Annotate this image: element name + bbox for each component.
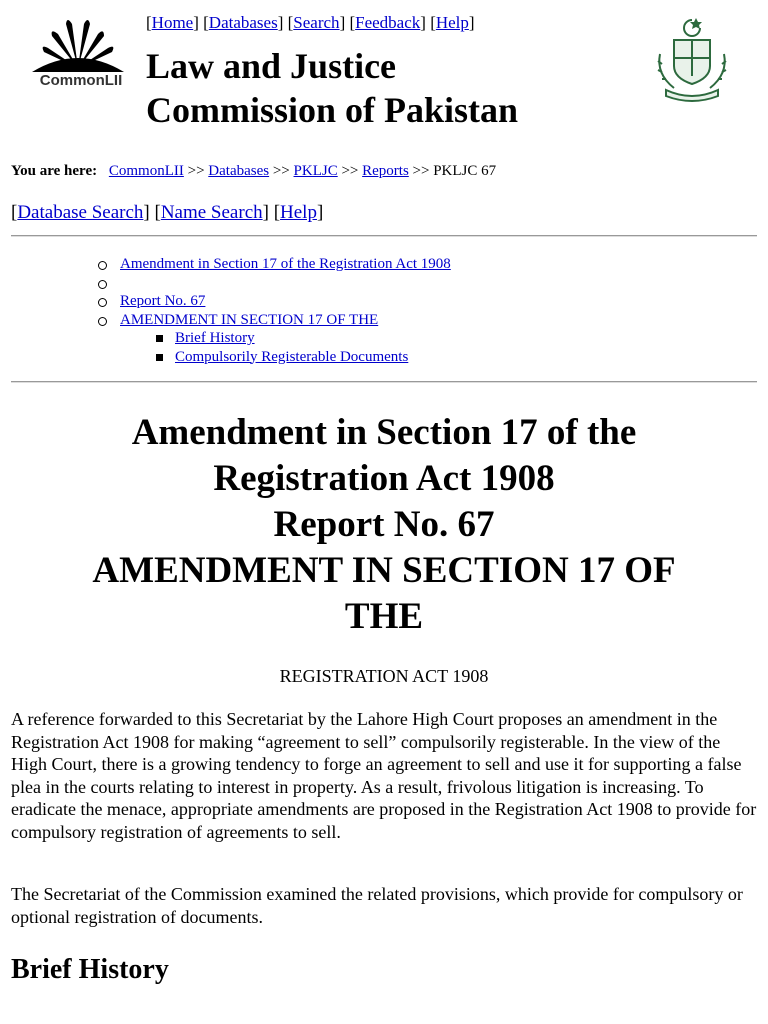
- circle-bullet-icon: [98, 298, 107, 307]
- document-title-line: AMENDMENT IN SECTION 17 OF: [92, 550, 676, 591]
- document-title-line: Registration Act 1908: [213, 458, 555, 499]
- body-paragraph: The Secretariat of the Commission examined the related provisions, which provide for compulsory or optional registration of documents.: [11, 884, 743, 927]
- search-navigation: [Database Search] [Name Search] [Help]: [11, 202, 324, 223]
- nav-help-link[interactable]: Help: [435, 13, 469, 32]
- breadcrumb-separator: >>: [272, 163, 290, 179]
- logo-text: CommonLII: [39, 72, 123, 89]
- nav-feedback-link[interactable]: Feedback: [355, 13, 421, 32]
- commonlii-logo-icon: [22, 14, 134, 74]
- toc-subitem: [96, 329, 451, 348]
- toc-item: [96, 311, 451, 330]
- nav-home-link[interactable]: Home: [151, 13, 194, 32]
- breadcrumb: [11, 163, 496, 180]
- toc-link-brief-history[interactable]: Brief History: [175, 330, 255, 346]
- toc-item: [96, 255, 451, 274]
- toc-link-amendment[interactable]: AMENDMENT IN SECTION 17 OF THE: [120, 311, 379, 328]
- commonlii-logo[interactable]: [22, 14, 134, 98]
- square-bullet-icon: [156, 335, 163, 342]
- breadcrumb-separator: >>: [412, 163, 430, 179]
- toc-item-empty: [96, 274, 451, 293]
- database-search-link[interactable]: Database Search: [17, 202, 144, 223]
- name-search-link[interactable]: Name Search: [160, 202, 263, 223]
- site-header: [0, 0, 768, 160]
- search-help-link[interactable]: Help: [280, 202, 317, 223]
- square-bullet-icon: [156, 354, 163, 361]
- document-title-line: THE: [344, 596, 424, 637]
- top-navigation: [Home] [Databases] [Search] [Feedback] [Help]: [146, 13, 475, 32]
- nav-search-link[interactable]: Search: [293, 13, 340, 32]
- breadcrumb-current: PKLJC 67: [433, 163, 497, 179]
- breadcrumb-databases-link[interactable]: Databases: [208, 163, 270, 179]
- pakistan-emblem-icon: [652, 14, 732, 104]
- site-title-line-1: Law and Justice: [146, 46, 397, 86]
- table-of-contents: [96, 255, 451, 366]
- document-title: [0, 410, 768, 640]
- nav-databases-link[interactable]: Databases: [208, 13, 278, 32]
- breadcrumb-separator: >>: [187, 163, 205, 179]
- divider: [11, 381, 757, 383]
- toc-link-report[interactable]: Report No. 67: [120, 293, 206, 309]
- site-title-line-2: Commission of Pakistan: [146, 90, 519, 130]
- toc-link-compulsorily-registerable[interactable]: Compulsorily Registerable Documents: [175, 348, 409, 365]
- breadcrumb-label: You are here:: [11, 163, 98, 179]
- toc-item: [96, 292, 451, 311]
- section-heading-brief-history: Brief History: [11, 954, 169, 985]
- toc-link-title[interactable]: Amendment in Section 17 of the Registration Act 1908: [120, 256, 451, 272]
- breadcrumb-reports-link[interactable]: Reports: [362, 163, 409, 179]
- breadcrumb-separator: >>: [341, 163, 359, 179]
- site-title: [146, 44, 518, 132]
- divider: [11, 235, 757, 237]
- document-title-line: Report No. 67: [273, 504, 495, 545]
- document-subheading: REGISTRATION ACT 1908: [279, 666, 489, 686]
- circle-bullet-icon: [98, 280, 107, 289]
- breadcrumb-pkljc-link[interactable]: PKLJC: [293, 163, 338, 179]
- circle-bullet-icon: [98, 317, 107, 326]
- body-paragraph: A reference forwarded to this Secretariat by the Lahore High Court proposes an amendment in the Registration Act 1908 for making “agreement to sell” compulsorily registerable. In the view of the High Court, there is a growing tendency to forge an agreement to sell and use it for supporting a false plea in the courts relating to interest in property. As a result, frivolous litigation is increasing. To eradicate the menace, appropriate amendments are proposed in the Registration Act 1908 to provide for compulsory registration of agreements to sell.: [11, 709, 757, 842]
- document-title-line: Amendment in Section 17 of the: [131, 412, 637, 453]
- breadcrumb-commonlii-link[interactable]: CommonLII: [108, 163, 184, 179]
- toc-subitem: [96, 348, 451, 367]
- circle-bullet-icon: [98, 261, 107, 270]
